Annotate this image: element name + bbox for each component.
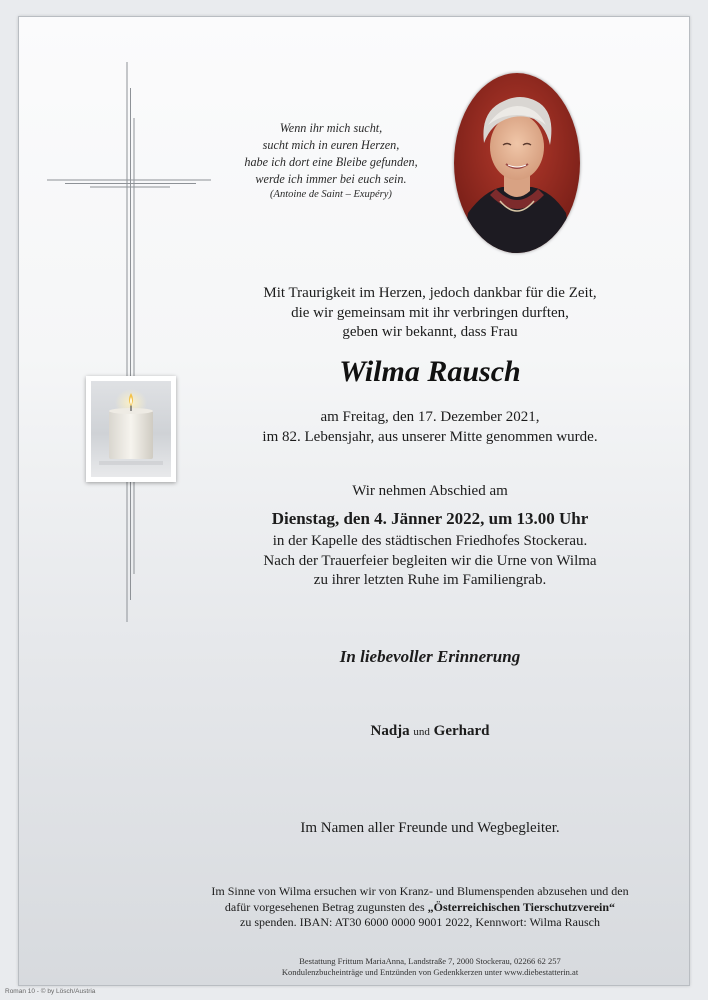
funeral-line: in der Kapelle des städtischen Friedhofes Stockerau. bbox=[272, 533, 588, 549]
friends-line: Im Namen aller Freunde und Wegbegleiter. bbox=[300, 820, 560, 836]
footer-website-note: Kondulenzbucheinträge und Entzünden von Gedenkkerzen unter www.diebestatterin.at bbox=[281, 967, 579, 977]
portrait-photo bbox=[454, 73, 580, 253]
funeral-details bbox=[220, 532, 640, 591]
funeral-home-footer bbox=[200, 956, 660, 978]
intro-line: die wir gemeinsam mit ihr verbringen durften, bbox=[291, 304, 569, 321]
print-mark: Roman 10 - © by Lösch/Austria bbox=[5, 988, 96, 995]
memorial-quote bbox=[222, 120, 440, 202]
candle-icon bbox=[91, 381, 171, 477]
announcement-intro bbox=[220, 284, 640, 343]
donation-note bbox=[160, 884, 680, 931]
mourner-joiner: und bbox=[413, 726, 430, 738]
death-details bbox=[220, 408, 640, 447]
donation-iban-line: zu spenden. IBAN: AT30 6000 0000 9001 2022, Kennwort: Wilma Rausch bbox=[240, 915, 600, 929]
quote-line: werde ich immer bei euch sein. bbox=[255, 172, 407, 186]
quote-line: sucht mich in euren Herzen, bbox=[262, 138, 400, 152]
quote-line: habe ich dort eine Bleibe gefunden, bbox=[244, 155, 418, 169]
deceased-name: Wilma Rausch bbox=[339, 355, 521, 388]
donation-line bbox=[160, 900, 680, 916]
quote-author: (Antoine de Saint – Exupéry) bbox=[270, 189, 392, 200]
mourner-first: Nadja bbox=[370, 723, 410, 739]
footer-address: Bestattung Frittum MariaAnna, Landstraße 7, 2000 Stockerau, 02266 62 257 bbox=[299, 956, 561, 966]
mourners bbox=[220, 721, 640, 742]
charity-name: „Österreichischen Tierschutzverein“ bbox=[427, 899, 616, 914]
donation-line: Im Sinne von Wilma ersuchen wir von Kranz- und Blumenspenden abzusehen und den bbox=[211, 884, 629, 898]
memory-heading: In liebevoller Erinnerung bbox=[339, 647, 521, 666]
donation-line-text: dafür vorgesehenen Betrag zugunsten des bbox=[224, 899, 428, 914]
candle-picture bbox=[86, 376, 176, 482]
funeral-date: Dienstag, den 4. Jänner 2022, um 13.00 Uhr bbox=[271, 509, 589, 528]
death-line: am Freitag, den 17. Dezember 2021, bbox=[320, 409, 540, 425]
quote-line: Wenn ihr mich sucht, bbox=[279, 121, 383, 135]
intro-line: Mit Traurigkeit im Herzen, jedoch dankbar für die Zeit, bbox=[263, 285, 597, 301]
mourner-second: Gerhard bbox=[433, 723, 490, 739]
intro-line: geben wir bekannt, dass Frau bbox=[342, 324, 518, 340]
farewell-lead: Wir nehmen Abschied am bbox=[352, 483, 508, 499]
funeral-line: Nach der Trauerfeier begleiten wir die Urne von Wilma bbox=[263, 552, 597, 569]
death-line: im 82. Lebensjahr, aus unserer Mitte genommen wurde. bbox=[262, 428, 598, 445]
funeral-line: zu ihrer letzten Ruhe im Familiengrab. bbox=[313, 572, 547, 588]
